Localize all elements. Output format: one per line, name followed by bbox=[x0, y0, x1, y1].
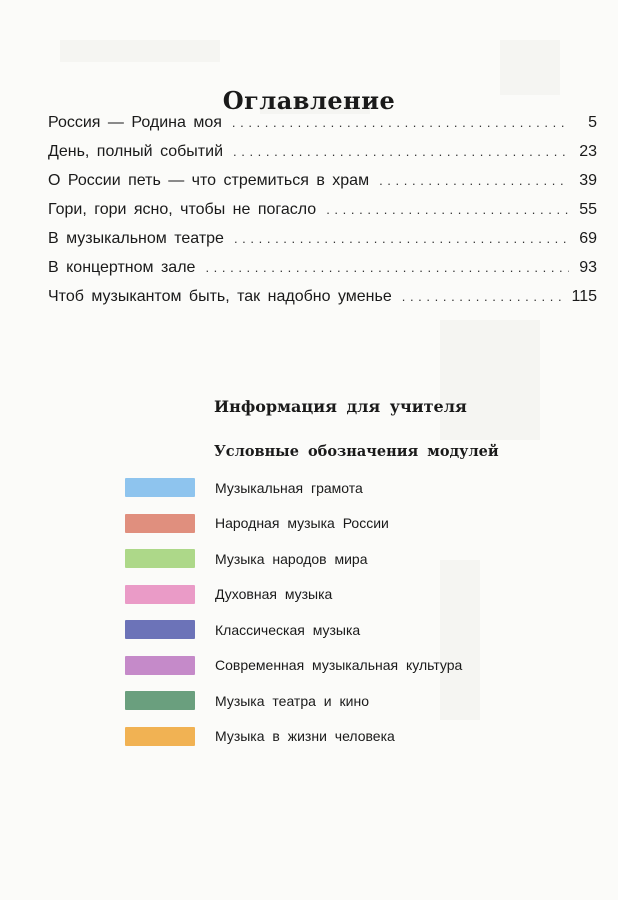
legend-item bbox=[125, 612, 462, 648]
toc-entry-label: Чтоб музыкантом быть, так надобно уменье bbox=[48, 288, 392, 305]
toc-entry[interactable] bbox=[48, 230, 597, 259]
toc-list bbox=[48, 114, 597, 317]
legend-item bbox=[125, 541, 462, 577]
legend-item bbox=[125, 506, 462, 542]
toc-entry-label: День, полный событий bbox=[48, 143, 224, 160]
toc-leader-dots bbox=[205, 260, 569, 275]
toc-entry-label: Гори, гори ясно, чтобы не погасло bbox=[48, 201, 317, 218]
toc-entry-label: Россия — Родина моя bbox=[48, 114, 222, 131]
legend-item bbox=[125, 470, 462, 506]
toc-title: Оглавление bbox=[222, 86, 396, 116]
toc-leader-dots bbox=[234, 231, 569, 246]
color-swatch bbox=[125, 620, 195, 639]
toc-entry-page: 5 bbox=[588, 114, 597, 131]
toc-entry[interactable] bbox=[48, 201, 597, 230]
legend-item bbox=[125, 577, 462, 613]
toc-entry-page: 23 bbox=[579, 143, 597, 160]
toc-entry-page: 39 bbox=[579, 172, 597, 189]
color-swatch bbox=[125, 585, 195, 604]
teacher-info-title: Информация для учителя bbox=[214, 397, 467, 417]
toc-entry[interactable] bbox=[48, 172, 597, 201]
color-swatch bbox=[125, 478, 195, 497]
toc-leader-dots bbox=[232, 115, 569, 130]
toc-entry-page: 69 bbox=[579, 230, 597, 247]
legend-label: Музыка театра и кино bbox=[215, 692, 369, 709]
color-swatch bbox=[125, 727, 195, 746]
toc-entry-page: 55 bbox=[579, 201, 597, 218]
color-swatch bbox=[125, 691, 195, 710]
toc-leader-dots bbox=[326, 202, 569, 217]
color-swatch bbox=[125, 514, 195, 533]
color-swatch bbox=[125, 656, 195, 675]
legend-label: Музыка народов мира bbox=[215, 550, 368, 567]
legend-item bbox=[125, 719, 462, 755]
toc-entry-label: В концертном зале bbox=[48, 259, 196, 276]
legend-title: Условные обозначения модулей bbox=[214, 442, 499, 460]
module-legend bbox=[125, 470, 462, 754]
legend-label: Духовная музыка bbox=[215, 586, 333, 603]
legend-label: Музыкальная грамота bbox=[215, 479, 363, 496]
toc-entry[interactable] bbox=[48, 259, 597, 288]
legend-item bbox=[125, 648, 462, 684]
legend-label: Народная музыка России bbox=[215, 515, 389, 532]
legend-label: Музыка в жизни человека bbox=[215, 728, 395, 745]
toc-entry-page: 93 bbox=[579, 259, 597, 276]
toc-entry[interactable] bbox=[48, 114, 597, 143]
toc-entry-label: В музыкальном театре bbox=[48, 230, 224, 247]
color-swatch bbox=[125, 549, 195, 568]
toc-entry-label: О России петь — что стремиться в храм bbox=[48, 172, 370, 189]
toc-leader-dots bbox=[402, 289, 562, 304]
legend-label: Современная музыкальная культура bbox=[215, 657, 463, 674]
toc-leader-dots bbox=[379, 173, 569, 188]
toc-entry[interactable] bbox=[48, 288, 597, 317]
toc-leader-dots bbox=[233, 144, 569, 159]
toc-entry-page: 115 bbox=[571, 288, 597, 305]
legend-label: Классическая музыка bbox=[215, 621, 361, 638]
toc-entry[interactable] bbox=[48, 143, 597, 172]
legend-item bbox=[125, 683, 462, 719]
